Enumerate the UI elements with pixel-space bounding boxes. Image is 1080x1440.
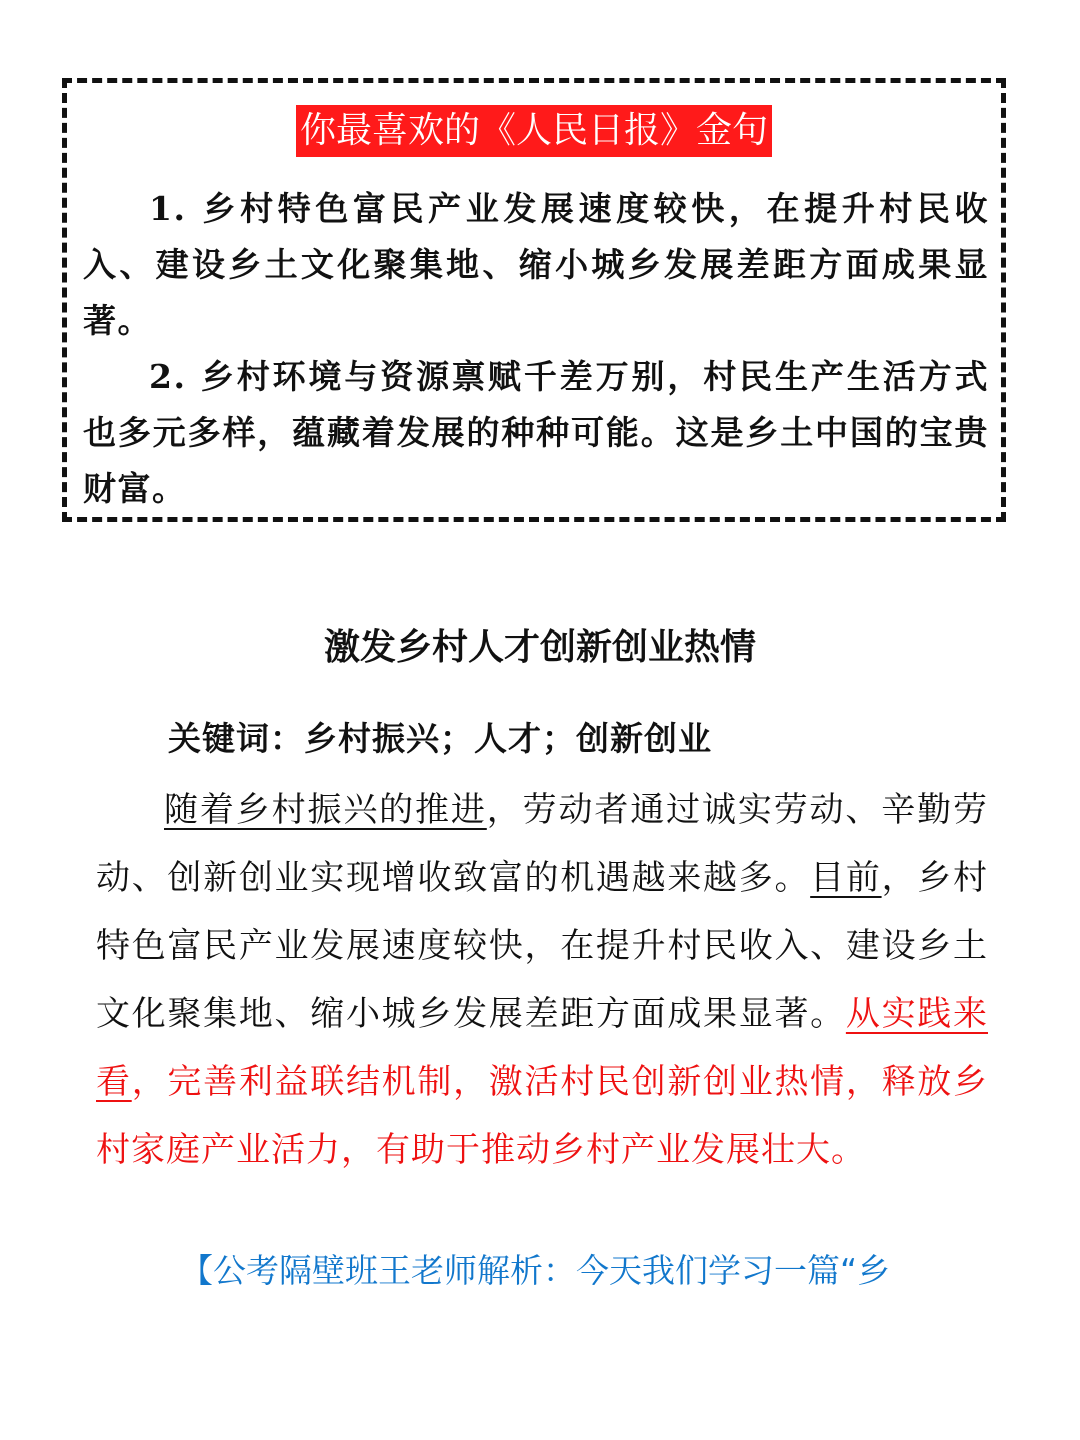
analysis-text: 【公考隔壁班王老师解析：今天我们学习一篇“乡: [180, 1251, 891, 1290]
quote-item-1: 1. 乡村特色富民产业发展速度较快，在提升村民收入、建设乡土文化聚集地、缩小城乡发展差距方面成果显著。: [83, 189, 989, 340]
article-body: [96, 776, 988, 1184]
practice-text: ，完善利益联结机制，激活村民创新创业热情，释放乡村家庭产业活力，有助于推动乡村产业发展壮大。: [96, 1062, 989, 1170]
underlined-phrase-intro: 随着乡村振兴的推进: [164, 790, 487, 830]
article-title: 激发乡村人才创新创业热情: [323, 627, 756, 668]
current-text: ，乡村特色富民产业发展速度较快，在提升村民收入、建设乡土文化聚集地、缩小城乡发展差距方面成果显著。: [96, 858, 989, 1034]
quote-heading-wrap: [67, 105, 1001, 157]
underlined-phrase-current: 目前: [810, 858, 882, 898]
intro-text: ，劳动者通过诚实劳动、辛勤劳动、创新创业实现增收致富的机遇越来越多。: [96, 790, 989, 898]
article-paragraph: [96, 776, 988, 1184]
quote-list: [83, 181, 989, 517]
quote-heading: 你最喜欢的《人民日报》金句: [296, 105, 772, 157]
article-keywords: 关键词：乡村振兴；人才；创新创业: [168, 719, 712, 758]
quote-item-2: 2. 乡村环境与资源禀赋千差万别，村民生产生活方式也多元多样，蕴藏着发展的种种可能。这是乡土中国的宝贵财富。: [83, 357, 989, 508]
quote-box: [62, 78, 1006, 522]
underlined-phrase-practice: 从实践来看: [96, 994, 988, 1102]
